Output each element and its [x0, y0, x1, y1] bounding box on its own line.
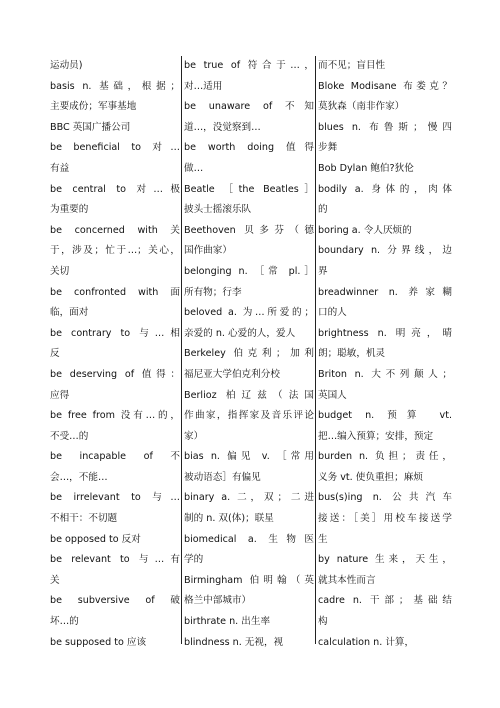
glossary-entry — [50, 56, 180, 77]
glossary-column-2 — [184, 56, 314, 648]
entry-definition-line: 对…适用 — [184, 80, 223, 92]
entry-headword-line: be deserving of 值得： — [50, 368, 180, 380]
entry-definition-line: 不受…的 — [50, 430, 89, 442]
entry-definition-line: 构 — [318, 616, 328, 628]
entry-headword-line: be subversive of 破 — [50, 595, 180, 607]
entry-definition-line: 会…，不能… — [50, 471, 108, 483]
glossary-entry — [184, 571, 314, 612]
entry-headword-line: basis n. 基础，根据； — [50, 80, 180, 92]
entry-headword-line: be opposed to 反对 — [50, 533, 141, 545]
entry-headword-line: Bloke Modisane 布娄克？ — [318, 80, 452, 92]
glossary-entry — [50, 406, 180, 447]
entry-headword-line: beloved a. 为…所爱的； — [184, 307, 314, 319]
glossary-entry — [184, 221, 314, 262]
glossary-entry — [50, 550, 180, 591]
glossary-entry — [318, 283, 452, 324]
entry-definition-line: 不相干：不切题 — [50, 513, 118, 525]
entry-headword-line: be incapable of 不 — [50, 451, 180, 463]
glossary-entry — [184, 344, 314, 385]
glossary-entry — [50, 365, 180, 406]
glossary-entry — [318, 406, 452, 447]
entry-headword-line: Beatle ［the Beatles］ — [184, 183, 314, 195]
entry-headword-line: blindness n. 无视，视 — [184, 636, 284, 648]
entry-definition-line: 应得 — [50, 389, 70, 401]
glossary-entry — [184, 56, 314, 97]
entry-definition-line: 英国人 — [318, 389, 347, 401]
glossary-entry — [184, 262, 314, 303]
glossary-entry — [184, 612, 314, 633]
glossary-entry — [50, 530, 180, 551]
entry-headword-line: be free from 没有…的， — [50, 410, 180, 422]
glossary-entry — [184, 530, 314, 571]
glossary-entry — [184, 488, 314, 529]
entry-definition-line: 披头士摇滚乐队 — [184, 204, 252, 216]
entry-headword-line: be unaware of 不知 — [184, 101, 314, 113]
entry-definition-line: 关 — [50, 574, 60, 586]
entry-headword-line: cadre n. 干部；基础结 — [318, 595, 452, 607]
entry-definition-line: 学的 — [184, 554, 204, 566]
entry-headword-line: Beethoven 贝多芬（德 — [184, 224, 314, 236]
glossary-entry — [318, 365, 452, 406]
glossary-entry — [318, 221, 452, 242]
entry-definition-line: 生 — [318, 533, 328, 545]
entry-definition-line: 国作曲家） — [184, 245, 232, 257]
glossary-entry — [50, 324, 180, 365]
entry-definition-line: 道…，没觉察到… — [184, 121, 261, 133]
glossary-entry — [50, 488, 180, 529]
entry-headword-line: Berlioz 柏辽兹（法国 — [184, 389, 314, 401]
entry-definition-line: 为重要的 — [50, 204, 89, 216]
glossary-entry — [318, 241, 452, 282]
entry-headword-line: be true of 符合于…， — [184, 60, 314, 71]
glossary-entry — [50, 138, 180, 179]
entry-headword-line: be central to 对…极 — [50, 183, 180, 195]
entry-definition-line: 作曲家，指挥家及音乐评论 — [184, 410, 314, 422]
entry-headword-line: Berkeley 伯克利；加利 — [184, 348, 314, 360]
glossary-entry — [50, 447, 180, 488]
glossary-entry — [318, 180, 452, 221]
glossary-entry — [318, 550, 452, 591]
entry-definition-line: 义务 vt. 使负重担；麻烦 — [318, 471, 423, 483]
entry-headword-line: birthrate n. 出生率 — [184, 616, 271, 628]
entry-definition-line: 被动语态］有偏见 — [184, 471, 261, 483]
entry-definition-line: 亲爱的 n. 心爱的人，爱人 — [184, 327, 296, 339]
glossary-entry — [50, 180, 180, 221]
entry-headword-line: blues n. 布鲁斯；慢四 — [318, 121, 452, 133]
glossary-entry — [318, 447, 452, 488]
glossary-entry — [318, 77, 452, 118]
column-divider-1 — [181, 56, 182, 644]
glossary-entry — [50, 118, 180, 139]
entry-definition-line: 就其本性而言 — [318, 574, 376, 586]
glossary-entry — [184, 303, 314, 344]
entry-headword-line: be worth doing 值得 — [184, 142, 314, 154]
entry-headword-line: be confronted with 面 — [50, 286, 180, 298]
entry-headword-line: by nature 生来，天生， — [318, 554, 452, 566]
entry-headword-line: Briton n. 大不列颠人； — [318, 368, 452, 380]
column-divider-2 — [315, 56, 316, 644]
glossary-entry — [184, 97, 314, 138]
entry-definition-line: 临，面对 — [50, 307, 89, 319]
glossary-entry — [50, 221, 180, 283]
entry-headword-line: breadwinner n. 养家糊 — [318, 286, 452, 298]
entry-headword-line: binary a. 二，双；二进 — [184, 492, 314, 504]
entry-definition-line: 有益 — [50, 162, 70, 174]
entry-definition-line: 莫狄森（南非作家） — [318, 101, 405, 113]
entry-headword-line: Bob Dylan 鲍伯?狄伦 — [318, 162, 414, 174]
entry-definition-line: 步舞 — [318, 142, 338, 154]
entry-definition-line: 反 — [50, 348, 60, 360]
entry-definition-line: 接送：［美］用校车接送学 — [318, 513, 452, 525]
entry-headword-line: be concerned with 关 — [50, 224, 180, 236]
entry-headword-line: be supposed to 应该 — [50, 636, 147, 648]
glossary-entry — [184, 386, 314, 448]
glossary-entry — [50, 633, 180, 654]
entry-definition-line: 制的 n. 双(体)；联星 — [184, 513, 274, 525]
entry-definition-line: 坏…的 — [50, 616, 79, 628]
entry-definition-line: 家） — [184, 430, 204, 442]
glossary-entry — [50, 591, 180, 632]
entry-definition-line: 所有物；行李 — [184, 286, 242, 298]
entry-definition-line: 格兰中部城市） — [184, 595, 252, 607]
entry-headword-line: bus(s)ing n. 公共汽车 — [318, 492, 452, 504]
glossary-entry — [318, 56, 452, 77]
entry-definition-line: 福尼亚大学伯克利分校 — [184, 368, 280, 380]
entry-headword-line: bodily a. 身体的，肉体 — [318, 183, 452, 195]
entry-headword-line: be relevant to 与…有 — [50, 554, 180, 566]
entry-definition-line: 把…编入预算；安排，预定 — [318, 430, 434, 442]
glossary-entry — [50, 77, 180, 118]
entry-headword-line: 而不见；盲目性 — [318, 60, 386, 71]
entry-definition-line: 于，涉及；忙于…；关心， — [50, 245, 180, 257]
entry-headword-line: burden n. 负担；责任， — [318, 451, 452, 463]
glossary-entry — [318, 591, 452, 632]
glossary-entry — [318, 488, 452, 550]
entry-headword-line: be beneficial to 对… — [50, 142, 180, 154]
entry-headword-line: be contrary to 与…相 — [50, 327, 180, 339]
glossary-entry — [184, 138, 314, 179]
entry-headword-line: 运动员) — [50, 60, 83, 71]
glossary-entry — [50, 283, 180, 324]
glossary-entry — [184, 447, 314, 488]
entry-headword-line: brightness n. 明亮，晴 — [318, 327, 452, 339]
entry-headword-line: Birmingham 伯明翰（英 — [184, 574, 314, 586]
entry-definition-line: 界 — [318, 265, 328, 277]
entry-headword-line: calculation n. 计算， — [318, 636, 415, 648]
glossary-entry — [318, 633, 452, 654]
entry-headword-line: belonging n. ［常 pl.］ — [184, 265, 314, 277]
entry-headword-line: be irrelevant to 与… — [50, 492, 180, 504]
glossary-entry — [184, 633, 314, 654]
entry-headword-line: boundary n. 分界线，边 — [318, 245, 452, 257]
glossary-entry — [318, 324, 452, 365]
glossary-entry — [184, 180, 314, 221]
entry-definition-line: 关切 — [50, 265, 70, 277]
glossary-column-1 — [50, 56, 180, 648]
entry-definition-line: 口的人 — [318, 307, 347, 319]
entry-headword-line: budget n. 预算 vt. — [318, 410, 452, 422]
entry-definition-line: 做… — [184, 162, 204, 174]
glossary-entry — [318, 118, 452, 159]
entry-headword-line: biomedical a. 生物医 — [184, 533, 314, 545]
entry-definition-line: 朗；聪敏，机灵 — [318, 348, 386, 360]
glossary-column-3 — [318, 56, 452, 648]
entry-definition-line: 主要成份；军事基地 — [50, 101, 137, 113]
entry-headword-line: boring a. 令人厌烦的 — [318, 224, 412, 236]
entry-definition-line: 的 — [318, 204, 328, 216]
entry-headword-line: bias n. 偏见 v. ［常用 — [184, 451, 314, 463]
glossary-entry — [318, 159, 452, 180]
entry-headword-line: BBC 英国广播公司 — [50, 121, 131, 133]
